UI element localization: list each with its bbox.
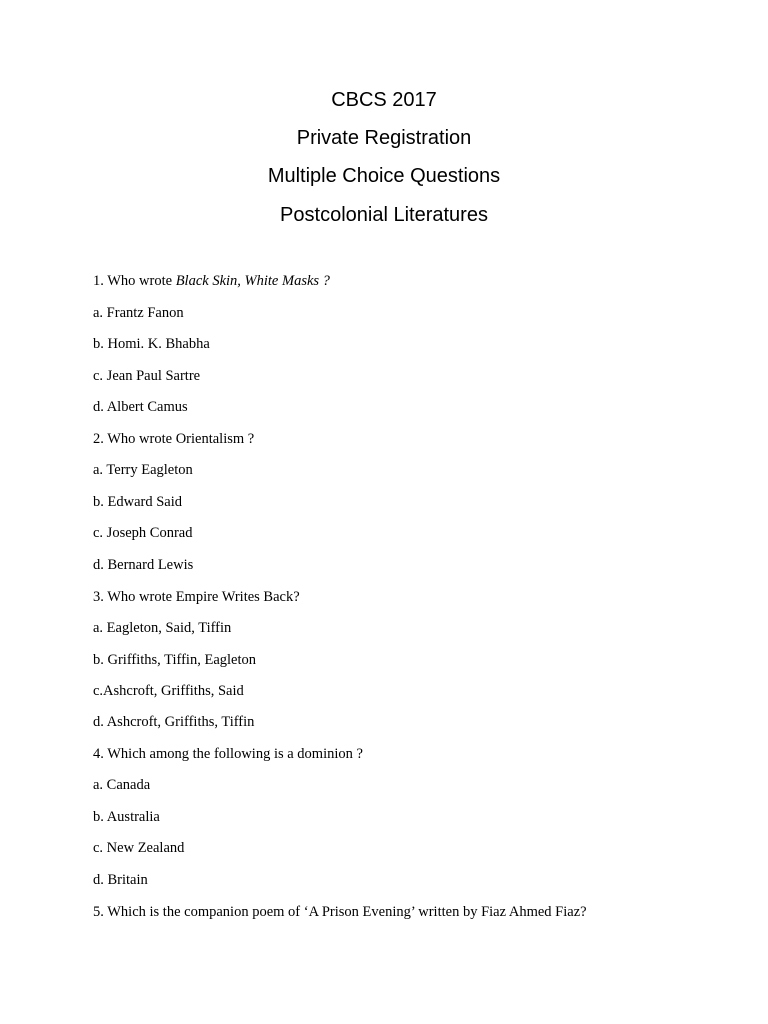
question-1 bbox=[93, 272, 330, 290]
question-1-book-title: Black Skin, White Masks ? bbox=[175, 273, 330, 289]
question-2-option-c: c. Joseph Conrad bbox=[93, 525, 193, 541]
question-1-text: 1. Who wrote bbox=[93, 273, 176, 289]
question-3-option-a: a. Eagleton, Said, Tiffin bbox=[93, 620, 232, 636]
question-1-option-a: a. Frantz Fanon bbox=[93, 305, 184, 321]
question-2-option-d: d. Bernard Lewis bbox=[93, 557, 194, 573]
question-1-option-d: d. Albert Camus bbox=[93, 399, 188, 415]
question-2-option-b: b. Edward Said bbox=[93, 494, 182, 510]
subject-title: Postcolonial Literatures bbox=[280, 204, 488, 226]
course-code: CBCS 2017 bbox=[331, 89, 437, 111]
question-5: 5. Which is the companion poem of ‘A Prison Evening’ written by Fiaz Ahmed Fiaz? bbox=[93, 904, 587, 920]
question-1-option-c: c. Jean Paul Sartre bbox=[93, 368, 201, 384]
question-3-option-d: d. Ashcroft, Griffiths, Tiffin bbox=[93, 714, 255, 730]
question-2-option-a: a. Terry Eagleton bbox=[93, 462, 193, 478]
question-3: 3. Who wrote Empire Writes Back? bbox=[93, 589, 300, 605]
document-title: Multiple Choice Questions bbox=[267, 165, 501, 187]
registration-type: Private Registration bbox=[296, 127, 472, 149]
question-3-option-b: b. Griffiths, Tiffin, Eagleton bbox=[93, 652, 256, 668]
question-2: 2. Who wrote Orientalism ? bbox=[93, 431, 255, 447]
question-4-option-d: d. Britain bbox=[93, 872, 148, 888]
question-4-option-a: a. Canada bbox=[93, 777, 151, 793]
question-4-option-b: b. Australia bbox=[93, 809, 160, 825]
question-4: 4. Which among the following is a dominion ? bbox=[93, 746, 363, 762]
question-4-option-c: c. New Zealand bbox=[93, 840, 185, 856]
question-1-option-b: b. Homi. K. Bhabha bbox=[93, 336, 210, 352]
question-3-option-c: c.Ashcroft, Griffiths, Said bbox=[93, 683, 244, 699]
